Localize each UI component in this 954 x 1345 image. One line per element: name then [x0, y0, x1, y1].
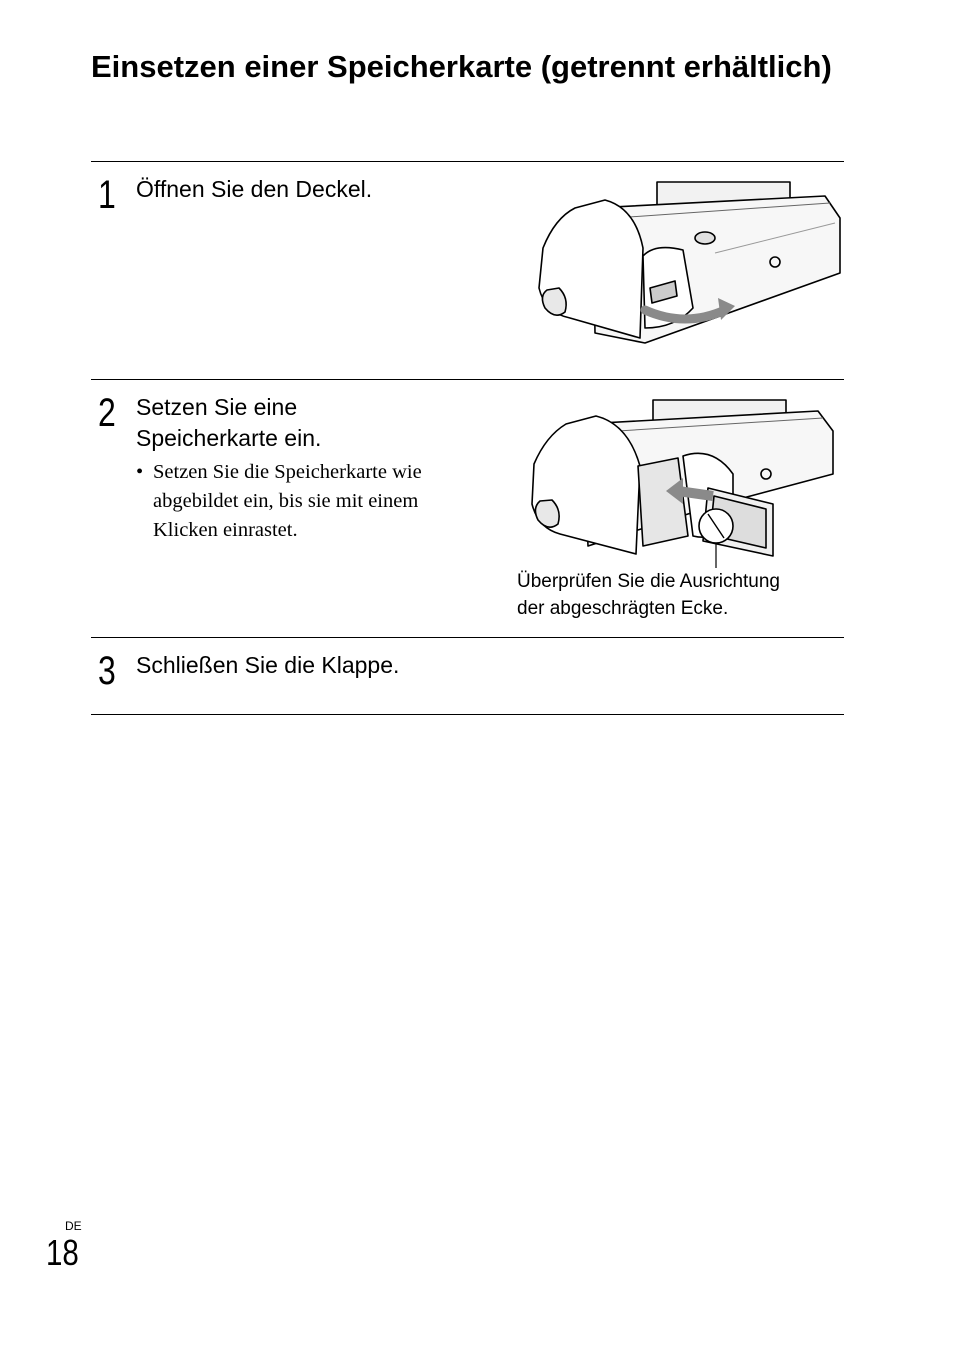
step-1-text: Öffnen Sie den Deckel.	[136, 176, 373, 202]
caption-line-1: Überprüfen Sie die Ausrichtung	[517, 571, 780, 592]
step-1-top-rule	[91, 161, 844, 162]
step-3-text: Schließen Sie die Klappe.	[136, 652, 400, 678]
bullet-mark: •	[136, 461, 144, 483]
page-title: Einsetzen einer Speicherkarte (getrennt erhältlich)	[91, 49, 832, 84]
step-1-number: 1	[98, 173, 116, 217]
step-2-bullet	[136, 458, 486, 545]
steps-bottom-rule	[91, 714, 844, 715]
camera-insert-card-illustration	[528, 396, 838, 571]
step-2-text-line-1: Setzen Sie eine	[136, 394, 298, 420]
step-2-top-rule	[91, 379, 844, 380]
step-2-text-line-2: Speicherkarte ein.	[136, 425, 322, 451]
camera-open-cover-illustration	[535, 178, 845, 348]
step-2-number: 2	[98, 391, 116, 435]
step-2-bullet-text: Setzen Sie die Speicherkarte wie abgebildet ein, bis sie mit einem Klicken einrastet.	[153, 461, 422, 541]
page-number: 18	[46, 1232, 79, 1273]
step-3-number: 3	[98, 649, 116, 693]
step-3-top-rule	[91, 637, 844, 638]
page-language-label: DE	[65, 1219, 82, 1233]
caption-line-2: der abgeschrägten Ecke.	[517, 598, 729, 619]
card-orientation-caption	[517, 568, 847, 622]
